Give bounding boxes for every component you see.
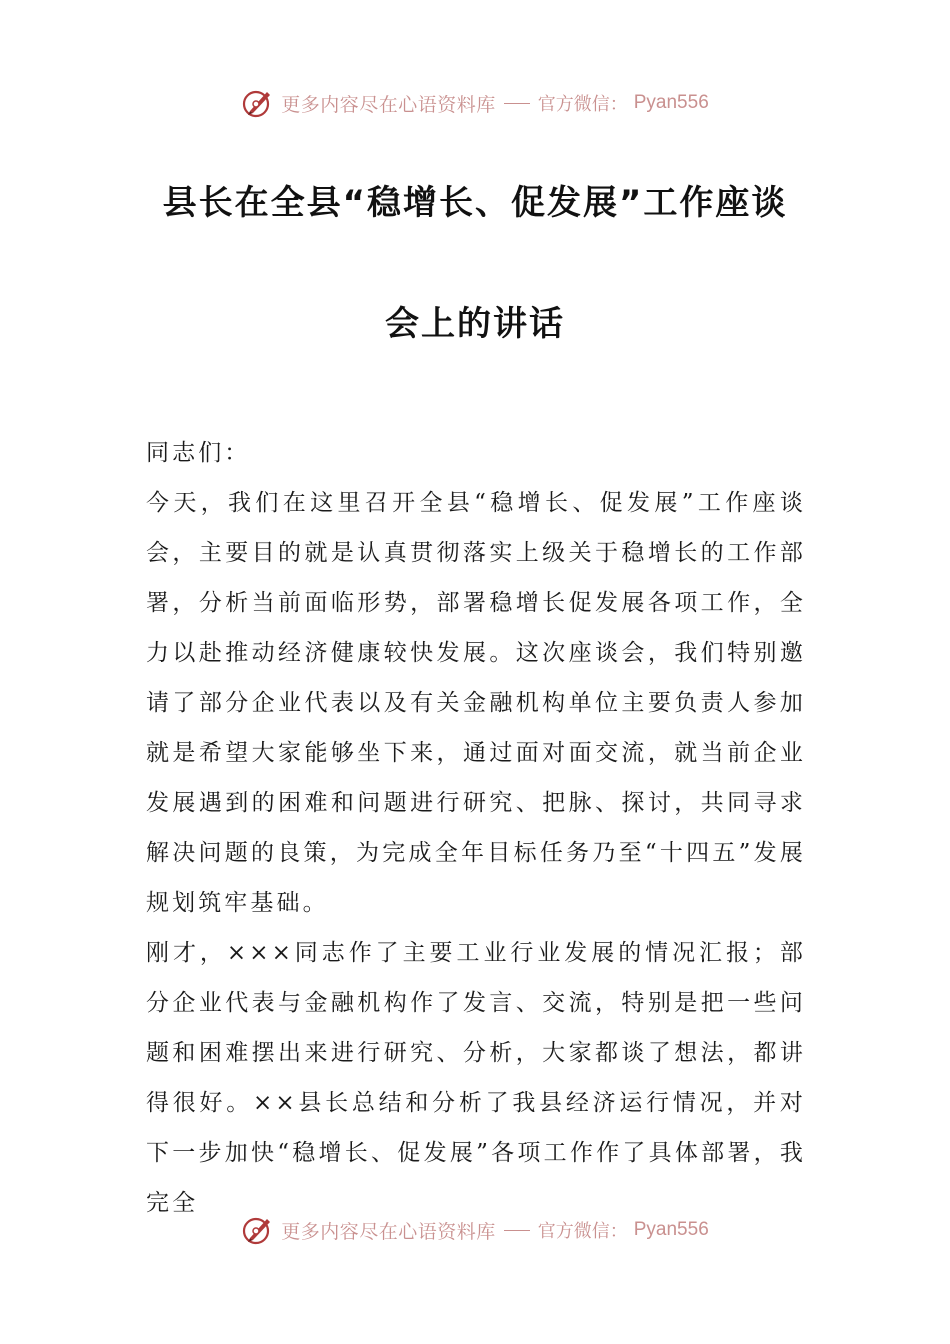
body-paragraph: 刚才，×××同志作了主要工业行业发展的情况汇报；部分企业代表与金融机构作了发言、交流，特别是把一些问题和困难摆出来进行研究、分析，大家都谈了想法，都讲得很好。××县长总结和分析了我县经济运行情况，并对下一步加快“稳增长、促发展”各项工作作了具体部署，我完全 [146, 940, 806, 1216]
watermark-divider [504, 1230, 530, 1231]
watermark-brand-text: 更多内容尽在心语资料库 [281, 1220, 496, 1243]
salutation: 同志们： [146, 440, 251, 466]
document-body [146, 428, 806, 1228]
document-title-line-2: 会上的讲话 [385, 304, 565, 344]
footer-watermark-banner [0, 1210, 950, 1250]
pen-logo-icon [241, 86, 275, 120]
body-paragraph: 今天，我们在这里召开全县“稳增长、促发展”工作座谈会，主要目的就是认真贯彻落实上级关于稳增长的工作部署，分析当前面临形势，部署稳增长促发展各项工作，全力以赴推动经济健康较快发展。这次座谈会，我们特别邀请了部分企业代表以及有关金融机构单位主要负责人参加就是希望大家能够坐下来，通过面对面交流，就当前企业发展遇到的困难和问题进行研究、把脉、探讨，共同寻求解决问题的良策，为完成全年目标任务乃至“十四五”发展规划筑牢基础。 [146, 490, 806, 916]
pen-logo-icon [241, 1213, 275, 1247]
watermark-wechat-id: Pyan556 [633, 1219, 709, 1240]
watermark-brand-text: 更多内容尽在心语资料库 [281, 93, 496, 116]
watermark-wechat-label: 官方微信： [537, 94, 628, 115]
header-watermark-banner [0, 83, 950, 123]
watermark-divider [504, 103, 530, 104]
document-title-line-1: 县长在全县“稳增长、促发展”工作座谈 [162, 183, 788, 223]
watermark-wechat-label: 官方微信： [537, 1221, 628, 1242]
watermark-wechat-id: Pyan556 [633, 92, 709, 113]
